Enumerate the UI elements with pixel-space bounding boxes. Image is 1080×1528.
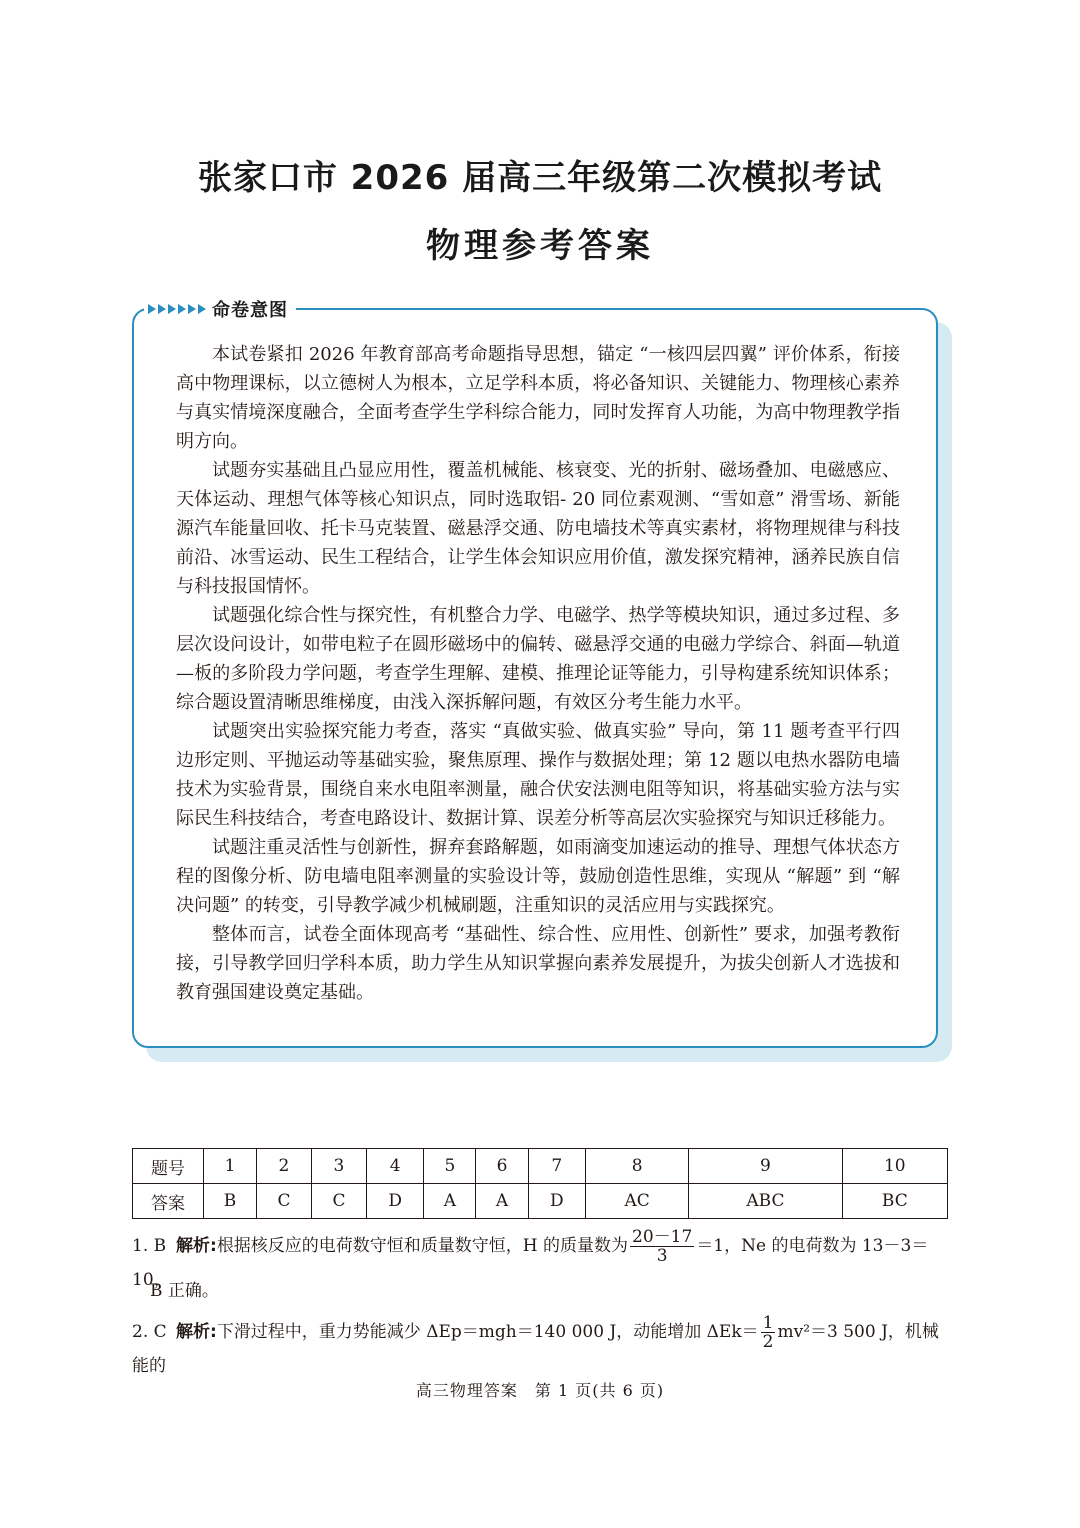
intent-paragraph: 试题强化综合性与探究性，有机整合力学、电磁学、热学等模块知识，通过多过程、多层次设问设计，如带电粒子在圆形磁场中的偏转、磁悬浮交通的电磁力学综合、斜面—轨道—板的多阶段力学问题，考查学生理解、建模、推理论证等能力，引导构建系统知识体系；综合题设置清晰思维梯度，由浅入深拆解问题，有效区分考生能力水平。	[176, 605, 900, 713]
intent-label: 命卷意图	[212, 300, 288, 321]
question-number: 10	[842, 1149, 947, 1184]
answer-cell: B	[204, 1184, 257, 1219]
question-number: 6	[476, 1149, 528, 1184]
answer-cell: ABC	[689, 1184, 842, 1219]
page-title: 张家口市 2026 届高三年级第二次模拟考试	[197, 158, 883, 198]
fraction	[761, 1314, 776, 1351]
analysis-q1	[132, 1228, 952, 1295]
answer-cell: C	[256, 1184, 311, 1219]
answer-cell: AC	[586, 1184, 689, 1219]
table-row-numbers	[133, 1149, 948, 1184]
intent-paragraph: 试题注重灵活性与创新性，摒弃套路解题，如雨滴变加速运动的推导、理想气体状态方程的图像分析、防电墙电阻率测量的实验设计等，鼓励创造性思维，实现从 “解题” 到 “解决问题” 的转变，引导教学减少机械刷题，注重知识的灵活应用与实践探究。	[176, 837, 900, 916]
intent-box-header	[144, 294, 296, 324]
question-number: 7	[528, 1149, 585, 1184]
question-number: 2	[256, 1149, 311, 1184]
fraction	[630, 1228, 694, 1265]
fraction-numerator: 20－17	[632, 1227, 693, 1247]
arrow-decoration-icon	[148, 304, 206, 314]
answer-cell: D	[366, 1184, 423, 1219]
row-label: 答案	[133, 1184, 204, 1219]
row-label: 题号	[133, 1149, 204, 1184]
answer-cell: BC	[842, 1184, 947, 1219]
fraction-numerator: 1	[762, 1313, 774, 1333]
question-number: 5	[424, 1149, 476, 1184]
intent-paragraph: 本试卷紧扣 2026 年教育部高考命题指导思想，锚定 “一核四层四翼” 评价体系，衔接高中物理课标，以立德树人为根本，立足学科本质，将必备知识、关键能力、物理核心素养与真实情境深度融合，全面考查学生学科综合能力，同时发挥育人功能，为高中物理教学指明方向。	[176, 344, 900, 452]
analysis-q2	[132, 1314, 952, 1381]
question-number: 1	[204, 1149, 257, 1184]
intent-body	[176, 340, 900, 1007]
answer-cell: D	[528, 1184, 585, 1219]
fraction-denominator: 3	[656, 1246, 668, 1266]
table-row-answers	[133, 1184, 948, 1219]
answer-cell: A	[424, 1184, 476, 1219]
question-number: 9	[689, 1149, 842, 1184]
analysis-text: mv²＝3 500 J，机械能的	[132, 1322, 939, 1376]
question-label: 2. C	[132, 1322, 167, 1342]
question-label: 1. B	[132, 1236, 167, 1256]
analysis-text: 下滑过程中，重力势能减少 ΔEp＝mgh＝140 000 J，动能增加 ΔEk＝	[216, 1322, 759, 1342]
intent-paragraph: 试题夯实基础且凸显应用性，覆盖机械能、核衰变、光的折射、磁场叠加、电磁感应、天体运动、理想气体等核心知识点，同时选取铝- 20 同位素观测、“雪如意” 滑雪场、新能源汽车能量回收、托卡马克装置、磁悬浮交通、防电墙技术等真实素材，将物理规律与科技前沿、冰雪运动、民生工程结合，让学生体会知识应用价值，激发探究精神，涵养民族自信与科技报国情怀。	[176, 460, 900, 597]
analysis-text: ＝1，Ne 的电荷数为 13－3＝10，	[132, 1236, 929, 1290]
analysis-q1-continued: B 正确。	[150, 1281, 219, 1301]
answer-cell: C	[311, 1184, 366, 1219]
question-number: 3	[311, 1149, 366, 1184]
page-subtitle: 物理参考答案	[426, 226, 654, 266]
fraction-denominator: 2	[762, 1332, 774, 1352]
analysis-tag: 解析:	[176, 1236, 217, 1256]
page-footer: 高三物理答案 第 1 页(共 6 页)	[415, 1381, 665, 1400]
analysis-tag: 解析:	[176, 1322, 217, 1342]
intent-paragraph: 整体而言，试卷全面体现高考 “基础性、综合性、应用性、创新性” 要求，加强考教衔接，引导教学回归学科本质，助力学生从知识掌握向素养发展提升，为拔尖创新人才选拔和教育强国建设奠定基础。	[176, 924, 900, 1003]
answer-cell: A	[476, 1184, 528, 1219]
analysis-text: 根据核反应的电荷数守恒和质量数守恒，H 的质量数为	[216, 1236, 629, 1256]
question-number: 4	[366, 1149, 423, 1184]
question-number: 8	[586, 1149, 689, 1184]
answer-table	[132, 1148, 948, 1219]
intent-paragraph: 试题突出实验探究能力考查，落实 “真做实验、做真实验” 导向，第 11 题考查平行四边形定则、平抛运动等基础实验，聚焦原理、操作与数据处理；第 12 题以电热水器防电墙技术为实验背景，围绕自来水电阻率测量，融合伏安法测电阻等知识，将基础实验方法与实际民生科技结合，考查电路设计、数据计算、误差分析等高层次实验探究与知识迁移能力。	[176, 721, 900, 829]
